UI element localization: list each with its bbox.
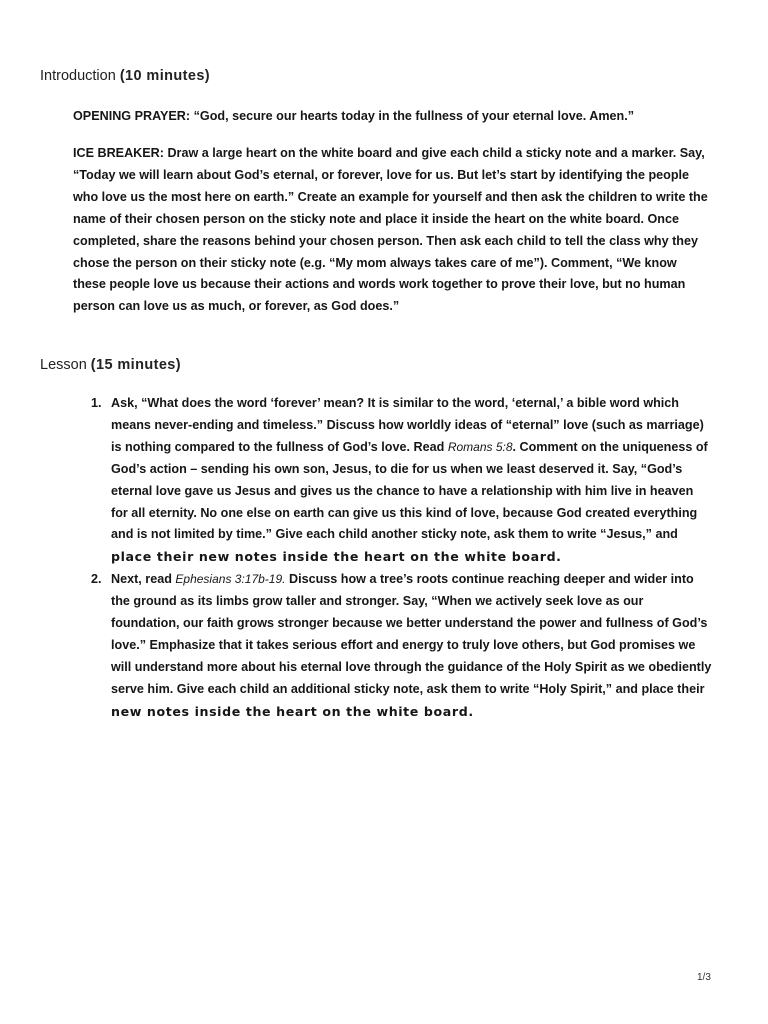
lesson-heading (40, 357, 181, 373)
scripture-reference: Ephesians 3:17b-19. (175, 572, 286, 587)
opening-prayer-paragraph: OPENING PRAYER: “God, secure our hearts today in the fullness of your eternal love. Amen.” (73, 109, 635, 123)
scripture-reference: Romans 5:8 (447, 439, 513, 454)
step-text-end: new notes inside the heart on the white board. (111, 703, 474, 719)
lesson-step (73, 393, 713, 569)
step-text-continued: Discuss how a tree’s roots continue reaching deeper and wider into the ground as its limbs grow taller and stronger. Say, “When we actively seek love as our foundation, our faith grows stronger because we better understand the power and fullness of God’s love.” Emphasize that it takes serious effort and energy to truly love others, but God promises we will understand more about his eternal love through the guidance of the Holy Spirit as we obediently serve him. Give each child an additional sticky note, ask them to write “Holy Spirit,” and place their (111, 572, 712, 696)
lesson-duration: (15 minutes) (90, 357, 182, 373)
step-text-end: place their new notes inside the heart on the white board. (111, 549, 562, 565)
step-text: Ask, “What does the word ‘forever’ mean? It is similar to the word, ‘eternal,’ a bible word which means never-ending and timeless.” Discuss how worldly ideas of “eternal” love (such as marriage) is nothing compared to the fullness of God’s love. Read (111, 396, 704, 454)
ice-breaker-paragraph: ICE BREAKER: Draw a large heart on the white board and give each child a sticky note and a marker. Say, “Today we will learn about God’s eternal, or forever, love for us. But let’s start by identifying the people who love us the most here on earth.” Create an example for yourself and then ask the children to write the name of their chosen person on the sticky note and place it inside the heart on the white board. Once completed, share the reasons behind your chosen person. Then ask each child to tell the class why they chose the person on their sticky note (e.g. “My mom always takes care of me”). Comment, “We know these people love us because their actions and words work together to prove their love, but no human person can love us as much, or forever, as God does.” (73, 146, 708, 314)
step-text-continued: . Comment on the uniqueness of God’s action – sending his own son, Jesus, to die for us when we least deserved it. Say, “God’s eternal love gave us Jesus and gives us the chance to have a relationship with him live in heaven for all eternity. No one else on earth can give us this kind of love, because God created everything and is not limited by time.” Give each child another sticky note, ask them to write “Jesus,” and (111, 439, 708, 542)
step-text: Next, read (111, 572, 176, 587)
step-number: 1. (91, 396, 102, 410)
introduction-title: Introduction (40, 68, 116, 84)
introduction-heading (40, 68, 210, 84)
lesson-steps-list (73, 393, 713, 724)
page-number: 1/3 (697, 972, 711, 983)
lesson-step (73, 569, 713, 723)
introduction-duration: (10 minutes) (119, 68, 211, 84)
lesson-title: Lesson (40, 357, 87, 373)
step-number: 2. (91, 572, 102, 587)
